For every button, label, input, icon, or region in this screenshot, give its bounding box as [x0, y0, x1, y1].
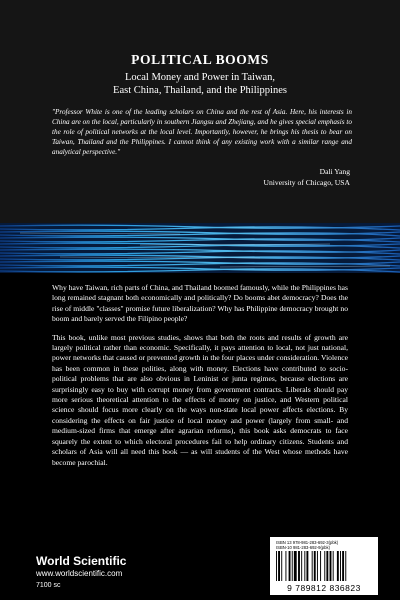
decorative-stripe-image	[0, 223, 400, 273]
barcode-bars-image	[276, 551, 372, 581]
isbn-13-text: ISBN 13 978-981-283-692-3(pbk)	[276, 540, 339, 545]
publisher-name: World Scientific	[36, 554, 127, 568]
book-subtitle	[60, 71, 340, 97]
book-title: POLITICAL BOOMS	[131, 52, 269, 67]
isbn-10-text: ISBN-10 981-283-692-9(pbk)	[276, 545, 331, 550]
book-description	[52, 283, 348, 476]
isbn-barcode-label	[270, 537, 378, 595]
barcode-number: 9 789812 836823	[287, 583, 361, 593]
subtitle-line-2: East China, Thailand, and the Philippines	[113, 85, 287, 96]
endorsement-author: Dali Yang	[319, 167, 350, 176]
endorsement-institution: University of Chicago, USA	[263, 178, 350, 187]
product-code: 7100 sc	[36, 582, 61, 589]
subtitle-line-1: Local Money and Power in Taiwan,	[124, 72, 276, 83]
description-paragraph-2: This book, unlike most previous studies, shows that both the roots and results of growth are largely political rather than economic. Specifically, it pays attention to local, not just national, power networks that caused or prevented growth in the four places under consideration. Violence has been common in these polities, along with money. Elections have contributed to socio-political problems that are also obvious in Leninist or junta regimes, because elections are surprisingly easy to buy with corrupt money from government contracts. Liberals should pay more serious theoretical attention to the effects of money on justice, and Western political science should focus more clearly on the ways non-state local power affects elections. By considering the effects on fair justice of local money and power (largely from small- and medium-sized firms that emerge after agrarian reforms), this book asks democrats to face squarely the extent to which electoral procedures fail to help ordinary citizens. Students and scholars of Asia will all need this book — as will students of the West whose methods have become parochial.	[52, 332, 348, 467]
endorsement-quote: "Professor White is one of the leading scholars on China and the rest of Asia. Here, his interests in China are on the local, particularly in southern Jiangsu and Zhejiang, and he gives special emphasis to the role of political networks at the local level. Importantly, however, he brings his thesis to bear on Taiwan, Thailand and the Philippines. I cannot think of any existing work with a similar range and analytical perspective."	[52, 108, 352, 156]
description-paragraph-1: Why have Taiwan, rich parts of China, and Thailand boomed famously, while the Philippines has long remained stagnant both economically and politically? Do booms abet democracy? Does the rise of middle "classes" promise future liberalization? Why has Philippine democracy brought no boom and barely served the Filipino people?	[52, 283, 348, 324]
publisher-url: www.worldscientific.com	[36, 569, 123, 578]
